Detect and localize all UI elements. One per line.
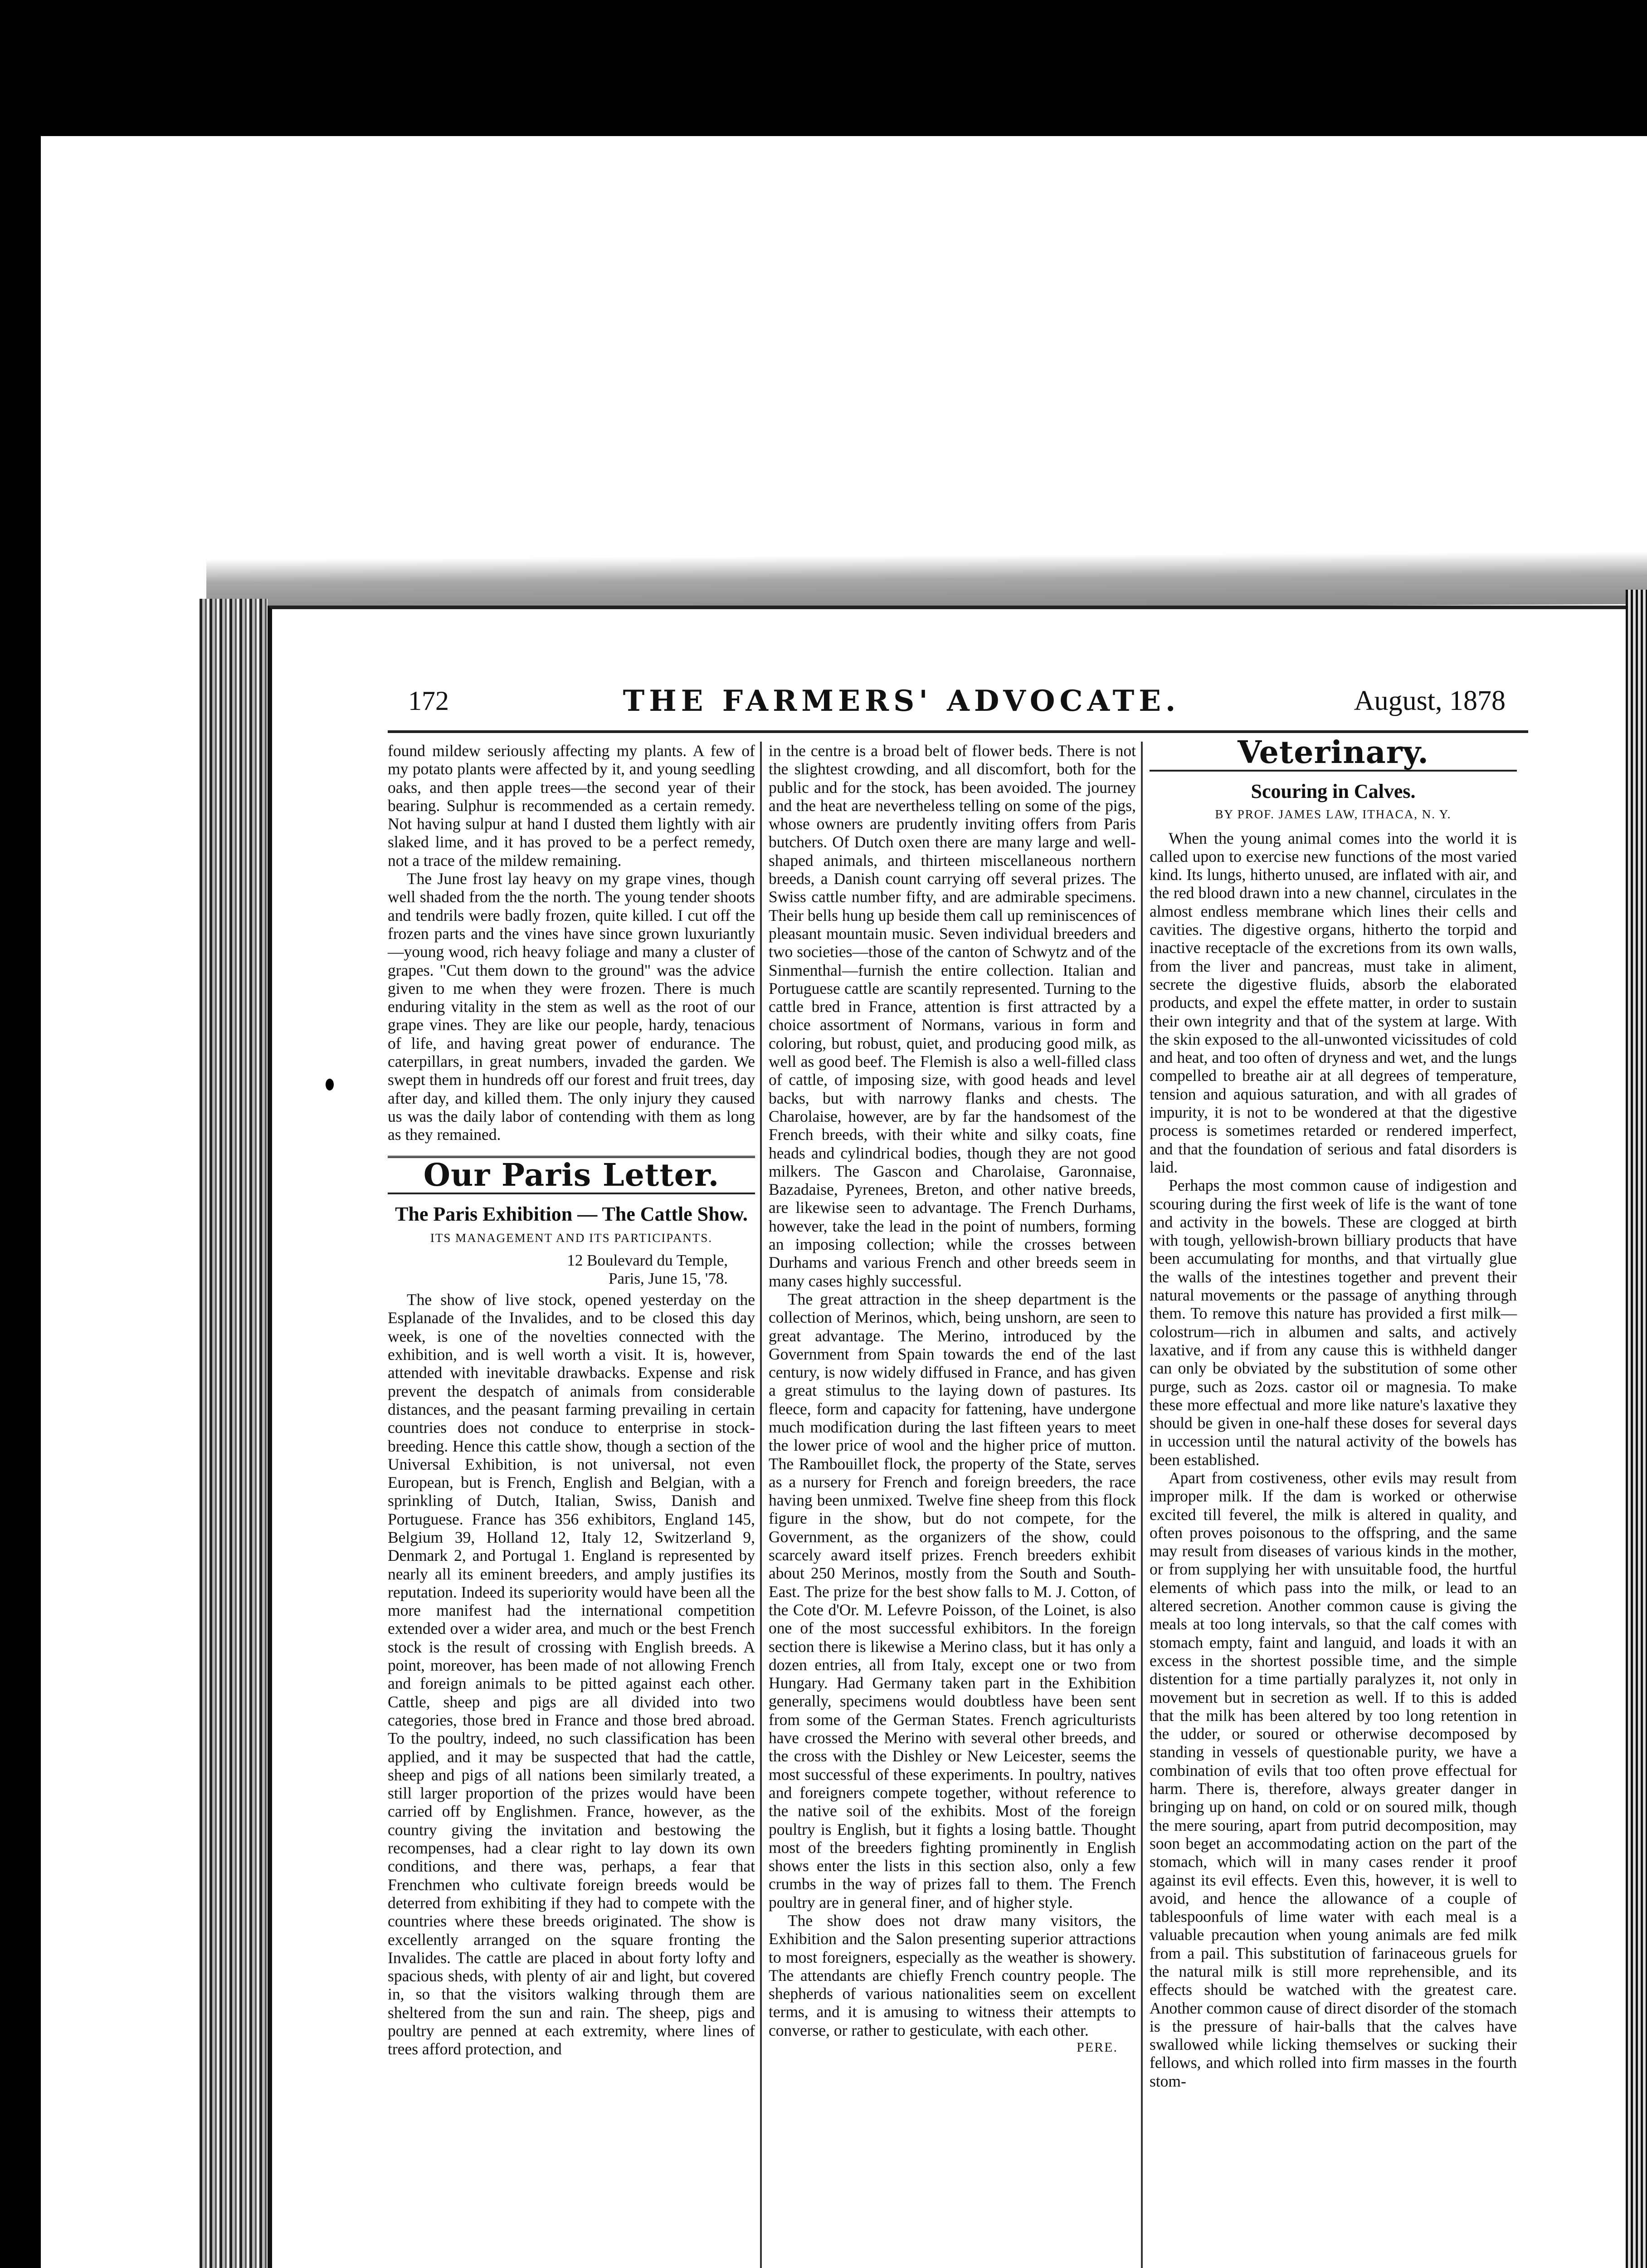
paragraph: Perhaps the most common cause of indigestion and scouring during the first week of life is the want of tone and activity in the bowels. These are clogged at birth with tough, yellowish-brown billiary products that have been accumulating for months, and that virtually glue the walls of the intestines together and prevent their natural movements or the passage of anything through them. To remove this nature has provided a first milk—colostrum—rich in albumen and salts, and actively laxative, and if from any cause this is withheld danger can only be obviated by the substitution of some other purge, such as 2ozs. castor oil or magnesia. To make these more effectual and more like nature's laxative they should be given in one-half these doses for several days in uccession until the natural activity of the bowels has been established. xyxy=(1150,1176,1517,1469)
section-heading: Veterinary. xyxy=(1238,734,1429,771)
byline: BY PROF. JAMES LAW, ITHACA, N. Y. xyxy=(1215,807,1452,821)
column-2 xyxy=(769,742,1136,2057)
paragraph: in the centre is a broad belt of flower beds. There is not the slightest crowding, and all discomfort, both for the public and for the stock, has been avoided. The journey and the heat are nevertheless telling on some of the pigs, whose owners are prudently inviting offers from Paris butchers. Of Dutch oxen there are many large and well-shaped animals, and thirteen miscellaneous northern breeds, a Danish count carrying off several prizes. The Swiss cattle number fifty, and are admirable specimens. Their bells hung up beside them call up reminiscences of pleasant mountain music. Seven individual breeders and two societies—those of the canton of Schwytz and of the Sinmenthal—furnish the entire collection. Italian and Portuguese cattle are scantily represented. Turning to the cattle bred in France, attention is first attracted by a choice assortment of Normans, various in form and coloring, but robust, quiet, and producing good milk, as well as good beef. The Flemish is also a well-filled class of cattle, of imposing size, with good heads and level backs, but with narrowy flanks and chests. The Charolaise, however, are by far the handsomest of the French breeds, with their white and silky coats, fine heads and cylindrical bodies, though they are not good milkers. The Gascon and Charolaise, Garonnaise, Bazadaise, Pyrenees, Breton, and other native breeds, are likewise seen to advantage. The French Durhams, however, take the lead in the point of numbers, forming an imposing collection; while the crosses between Durhams and various French and other breeds seem in many cases highly successful. xyxy=(769,742,1136,1290)
page-header xyxy=(136,680,1533,721)
paragraph: When the young animal comes into the world it is called upon to exercise new functions of the most varied kind. Its lungs, hitherto unused, are inflated with air, and the red blood drawn into a new channel, circulates in the almost endless membrane which lines their cells and cavities. The digestive organs, hitherto the torpid and inactive receptacle of the excretions from its own walls, from the liver and pancreas, must take in aliment, secrete the digestive fluids, absorb the elaborated products, and expel the effete matter, in order to sustain their own integrity and that of the system at large. With the skin exposed to the all-unwonted vicissitudes of cold and heat, and too often of dryness and wet, and the lungs compelled to breathe air at all degrees of temperature, tension and aquious saturation, and with all grades of impurity, it is not to be wondered at that the digestive process is sometimes retarded or rendered imperfect, and that the foundation of serious and fatal disorders is laid. xyxy=(1150,829,1517,1176)
scan-shadow-band xyxy=(206,552,1647,612)
paragraph: The June frost lay heavy on my grape vines, though well shaded from the the north. The young tender shoots and tendrils were badly frozen, quite killed. I cut off the frozen parts and the vines have since grown luxuriantly—young wood, rich heavy foliage and many a cluster of grapes. "Cut them down to the ground" was the advice given to me when they were frozen. There is much enduring vitality in the stem as well as the root of our grape vines. They are like our people, hardy, tenacious of life, and having great power of endurance. The caterpillars, in great numbers, invaded the garden. We swept them in hundreds off our forest and fruit trees, day after day, and killed them. The only injury they caused us was the daily labor of contending with them as long as they remained. xyxy=(388,870,755,1144)
dateline xyxy=(388,1251,755,1288)
column-1 xyxy=(388,742,755,2058)
dateline-date: Paris, June 15, '78. xyxy=(609,1270,728,1288)
issue-date: August, 1878 xyxy=(1354,685,1506,716)
column-divider xyxy=(760,742,762,2268)
column-3 xyxy=(1150,734,1517,2090)
dateline-address: 12 Boulevard du Temple, xyxy=(567,1251,728,1270)
page-number: 172 xyxy=(408,685,449,716)
book-page-edges xyxy=(200,599,268,2268)
signature: PERE. xyxy=(1077,2040,1118,2055)
article-title: The Paris Exhibition — The Cattle Show. xyxy=(395,1202,748,1225)
paragraph: Apart from costiveness, other evils may result from improper milk. If the dam is worked or otherwise excited till feverel, the milk is altered in quality, and often proves poisonous to the offspring, and the same may result from diseases of various kinds in the mother, or from supplying her with unsuitable food, the hurtful elements of which pass into the milk, or lead to an altered secretion. Another common cause is giving the meals at too long intervals, so that the calf comes with stomach empty, faint and languid, and loads it with an excess in the shortest possible time, and the simple distention for a time partially paralyzes it, not only in movement but in secretion as well. If to this is added that the milk has been altered by too long retention in the udder, or soured or otherwise decomposed by standing in vessels of questionable purity, we have a combination of evils that too often prove effectual for harm. There is, therefore, always greater danger in bringing up on hand, on cold or on soured milk, though the mere souring, apart from putrid decomposition, may soon beget an accommodating action on the part of the stomach, which will in many cases render it proof against its evil effects. Even this, however, it is well to avoid, and hence the allowance of a couple of tablespoonfuls of lime water with each meal is a valuable precaution when young animals are fed milk from a pail. This substitution of farinaceous gruels for the natural milk is still more reprehensible, and its effects should be watched with the greatest care. Another common cause of direct disorder of the stomach is the pressure of hair-balls that the calves have swallowed while licking themselves or sucking their fellows, and which rolled into firm masses in the fourth stom- xyxy=(1150,1468,1517,2090)
article-body: The show of live stock, opened yesterday on the Esplanade of the Invalides, and to be closed this day week, is one of the novelties connected with the exhibition, and is well worth a visit. It is, however, attended with inevitable drawbacks. Expense and risk prevent the despatch of animals from considerable distances, and the peasant farming prevailing in certain countries does not conduce to enterprise in stock-breeding. Hence this cattle show, though a section of the Universal Exhibition, is not universal, not even European, but is French, English and Belgian, with a sprinkling of Dutch, Italian, Swiss, Danish and Portuguese. France has 356 exhibitors, England 145, Belgium 39, Holland 12, Italy 12, Switzerland 9, Denmark 2, and Portugal 1. England is represented by nearly all its eminent breeders, and amply justifies its reputation. Indeed its superiority would have been all the more manifest had the international competition extended over a wider area, and much or the best French stock is the result of crossing with English breeds. A point, moreover, has been made of not allowing French and foreign animals to be pitted against each other. Cattle, sheep and pigs are all divided into two categories, those bred in France and those bred abroad. To the poultry, indeed, no such classification has been applied, and it may be suspected that had the cattle, sheep and pigs of all nations been similarly treated, a still larger proportion of the prizes would have been carried off by Englishmen. France, however, as the country giving the invitation and bestowing the recompenses, had a clear right to lay down its own conditions, and there was, perhaps, a fear that Frenchmen who cultivate foreign breeds would be deterred from exhibiting if they had to compete with the countries where these breeds originated. The show is excellently arranged on the square fronting the Invalides. The cattle are placed in about forty lofty and spacious sheds, with plenty of air and light, but covered in, so that the visitors walking through them are sheltered from the sun and rain. The sheep, pigs and poultry are penned at each extremity, where lines of trees afford protection, and xyxy=(388,1290,755,2058)
column-divider xyxy=(1141,742,1143,2268)
paragraph: The great attraction in the sheep department is the collection of Merinos, which, being unshorn, are seen to great advantage. The Merino, introduced by the Government from Spain towards the end of the last century, is now widely diffused in France, and has given a great stimulus to the laying down of pastures. Its fleece, form and capacity for fattening, have undergone much modification during the last fifteen years to meet the lower price of wool and the higher price of mutton. The Rambouillet flock, the property of the State, serves as a nursery for French and foreign breeders, the race having been unmixed. Twelve fine sheep from this flock figure in the show, but do not compete, for the Government, as the organizers of the show, could scarcely award itself prizes. French breeders exhibit about 250 Merinos, mostly from the South and South-East. The prize for the best show falls to M. J. Cotton, of the Cote d'Or. M. Lefevre Poisson, of the Loinet, is also one of the most successful exhibitors. In the foreign section there is likewise a Merino class, but it has only a dozen entries, all from Italy, except one or two from Hungary. Had Germany taken part in the Exhibition generally, specimens would doubtless have been sent from some of the German States. French agriculturists have crossed the Merino with several other breeds, and the cross with the Dishley or New Leicester, seems the most successful of these experiments. In poultry, natives and foreigners compete together, without reference to the native soil of the exhibits. Most of the foreign poultry is English, but it fights a losing battle. Thought most of the breeders fighting prominently in English shows enter the lists in this section also, only a few crumbs in the way of prizes fall to them. The French poultry are in general finer, and of higher style. xyxy=(769,1290,1136,1911)
paragraph: found mildew seriously affecting my plants. A few of my potato plants were affected by it, and young seedling oaks, and then apple trees—the second year of their bearing. Sulphur is recommended as a certain remedy. Not having sulpur at hand I dusted them lightly with air slaked lime, and it has proved to be a perfect remedy, not a trace of the mildew remaining. xyxy=(388,742,755,870)
book-right-edge xyxy=(1626,590,1647,2268)
scan-speck xyxy=(326,1079,334,1090)
article-subhead: ITS MANAGEMENT AND ITS PARTICIPANTS. xyxy=(430,1231,713,1245)
masthead-title: THE FARMERS' ADVOCATE. xyxy=(623,684,1180,718)
header-rule xyxy=(388,730,1528,733)
section-heading: Our Paris Letter. xyxy=(423,1157,720,1193)
paragraph: The show does not draw many visitors, the Exhibition and the Salon presenting superior attractions to most foreigners, especially as the weather is showery. The attendants are chiefly French country people. The shepherds of various nationalities seem on excellent terms, and it is amusing to witness their attempts to converse, or rather to gesticulate, with each other. xyxy=(769,1911,1136,2039)
article-title: Scouring in Calves. xyxy=(1251,780,1416,803)
